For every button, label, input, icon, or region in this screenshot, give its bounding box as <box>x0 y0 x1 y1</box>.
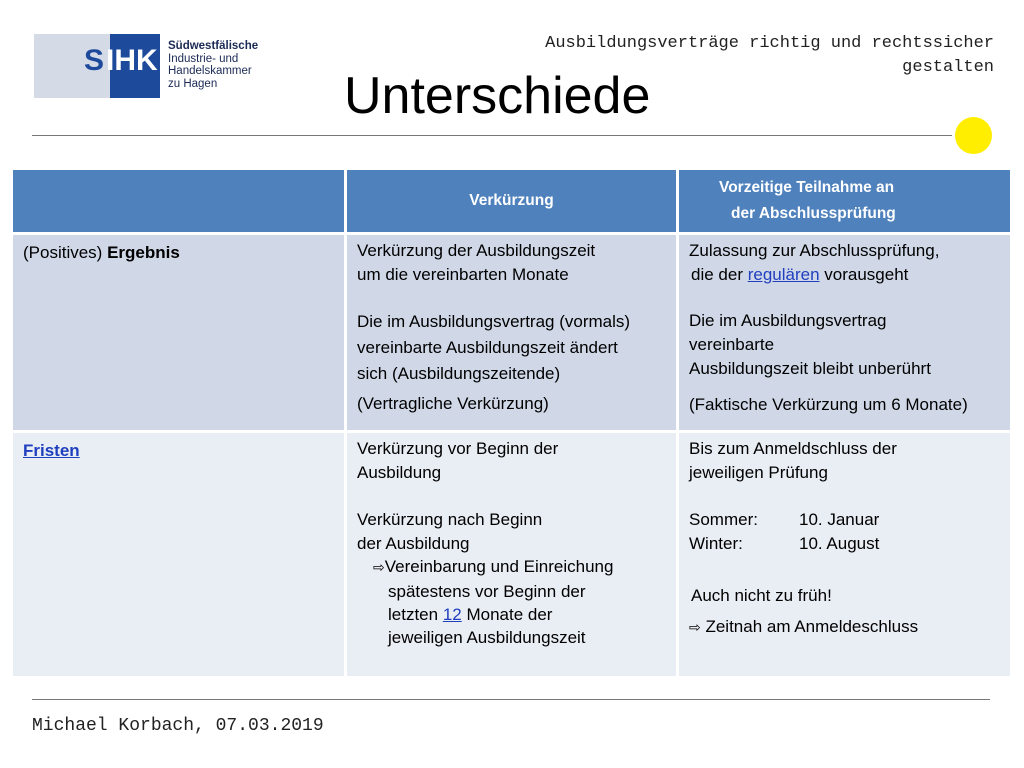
text-span: Zeitnah am Anmeldeschluss <box>705 617 919 636</box>
table-row-fristen-teilnahme <box>679 433 1010 676</box>
ergebnis-teilnahme-p1 <box>689 239 1006 287</box>
text-line: Verkürzung nach Beginn <box>357 510 543 529</box>
ergebnis-verkuerzung-p1 <box>357 239 672 287</box>
slide-subtitle-line-2: gestalten <box>902 58 994 77</box>
winter-date-line <box>689 532 1006 556</box>
text-span: Vereinbarung und Einreichung <box>384 557 614 576</box>
fristen-teilnahme-dates <box>689 508 1006 556</box>
text-line: Verkürzung vor Beginn der <box>357 439 559 458</box>
text-line: Zulassung zur Abschlussprüfung, <box>689 241 940 260</box>
text-span: vorausgeht <box>819 265 909 284</box>
ergebnis-verkuerzung-p2 <box>357 309 672 387</box>
table-header-col3-line-1: Vorzeitige Teilnahme an <box>719 179 895 196</box>
text-line: vereinbarte <box>689 335 775 354</box>
ihk-logo <box>34 34 320 98</box>
text-line: Die im Ausbildungsvertrag <box>689 311 887 330</box>
slide-title: Unterschiede <box>344 67 651 125</box>
text-line: sich (Ausbildungszeitende) <box>357 364 561 383</box>
text-span: die der <box>691 265 748 284</box>
table-header-col3-line-2: der Abschlussprüfung <box>731 205 896 222</box>
text-line: Verkürzung der Ausbildungszeit <box>357 241 596 260</box>
bottom-divider <box>32 699 990 700</box>
text-line: um die vereinbarten Monate <box>357 265 569 284</box>
right-arrow-icon: ⇨ <box>373 560 385 576</box>
text-line: Ausbildung <box>357 463 442 482</box>
table-row-ergebnis-label <box>13 235 344 430</box>
text-line: Bis zum Anmeldschluss der <box>689 439 897 458</box>
winter-label: Winter: <box>689 534 743 553</box>
logo-mark-ihk: IHK <box>106 44 158 77</box>
top-divider <box>32 135 952 136</box>
comparison-table <box>13 170 1010 676</box>
winter-date: 10. August <box>799 534 880 553</box>
summer-date-line <box>689 508 1006 532</box>
text-span: letzten <box>388 605 443 624</box>
fristen-teilnahme-p3: Auch nicht zu früh! <box>691 586 832 605</box>
text-line: vereinbarte Ausbildungszeit ändert <box>357 338 618 357</box>
ergebnis-teilnahme-p2 <box>689 309 1006 381</box>
table-row-fristen-label <box>13 433 344 676</box>
logo-line-2: Industrie- und Handelskammer <box>168 52 252 77</box>
logo-line-1: Südwestfälische <box>168 40 259 52</box>
footer-author-date: Michael Korbach, 07.03.2019 <box>32 716 324 736</box>
table-header-verkuerzung-label: Verkürzung <box>469 192 554 209</box>
right-arrow-icon: ⇨ <box>689 620 701 636</box>
link-12-monate[interactable]: 12 <box>442 605 462 624</box>
logo-text <box>168 40 320 90</box>
table-header-verkuerzung <box>347 170 676 232</box>
text-line: jeweiligen Prüfung <box>689 463 828 482</box>
summer-date: 10. Januar <box>799 510 880 529</box>
logo-line-3: zu Hagen <box>168 77 218 90</box>
ergebnis-verkuerzung-p3: (Vertragliche Verkürzung) <box>357 394 549 413</box>
fristen-teilnahme-p1 <box>689 437 1006 485</box>
text-span: Monate der <box>461 605 553 624</box>
ergebnis-label-prefix: (Positives) <box>23 243 108 262</box>
link-regulaeren[interactable]: regulären <box>747 265 820 284</box>
text-line: jeweiligen Ausbildungszeit <box>388 628 586 647</box>
text-line <box>373 603 672 626</box>
ergebnis-teilnahme-p3: (Faktische Verkürzung um 6 Monate) <box>689 395 968 414</box>
table-row-fristen-verkuerzung <box>347 433 676 676</box>
text-line <box>689 263 1006 287</box>
fristen-verkuerzung-p2 <box>357 508 672 556</box>
text-line <box>373 555 672 580</box>
ergebnis-label-bold: Ergebnis <box>107 243 180 262</box>
table-row-ergebnis-teilnahme <box>679 235 1010 430</box>
table-header-empty <box>13 170 344 232</box>
fristen-verkuerzung-bullet <box>373 555 672 649</box>
table-row-ergebnis-verkuerzung <box>347 235 676 430</box>
link-fristen[interactable]: Fristen <box>23 441 80 460</box>
text-line: Die im Ausbildungsvertrag (vormals) <box>357 312 631 331</box>
text-line: der Ausbildung <box>357 534 470 553</box>
fristen-verkuerzung-p1 <box>357 437 672 485</box>
logo-mark-s: S <box>84 44 105 77</box>
yellow-dot-marker <box>955 117 992 154</box>
table-header-vorzeitige-teilnahme <box>679 170 1010 232</box>
slide-subtitle-line-1: Ausbildungsverträge richtig und rechtssicher <box>545 34 994 53</box>
text-line: Ausbildungszeit bleibt unberührt <box>689 359 931 378</box>
fristen-teilnahme-p4 <box>689 615 1006 640</box>
summer-label: Sommer: <box>689 510 758 529</box>
text-line: spätestens vor Beginn der <box>388 582 586 601</box>
